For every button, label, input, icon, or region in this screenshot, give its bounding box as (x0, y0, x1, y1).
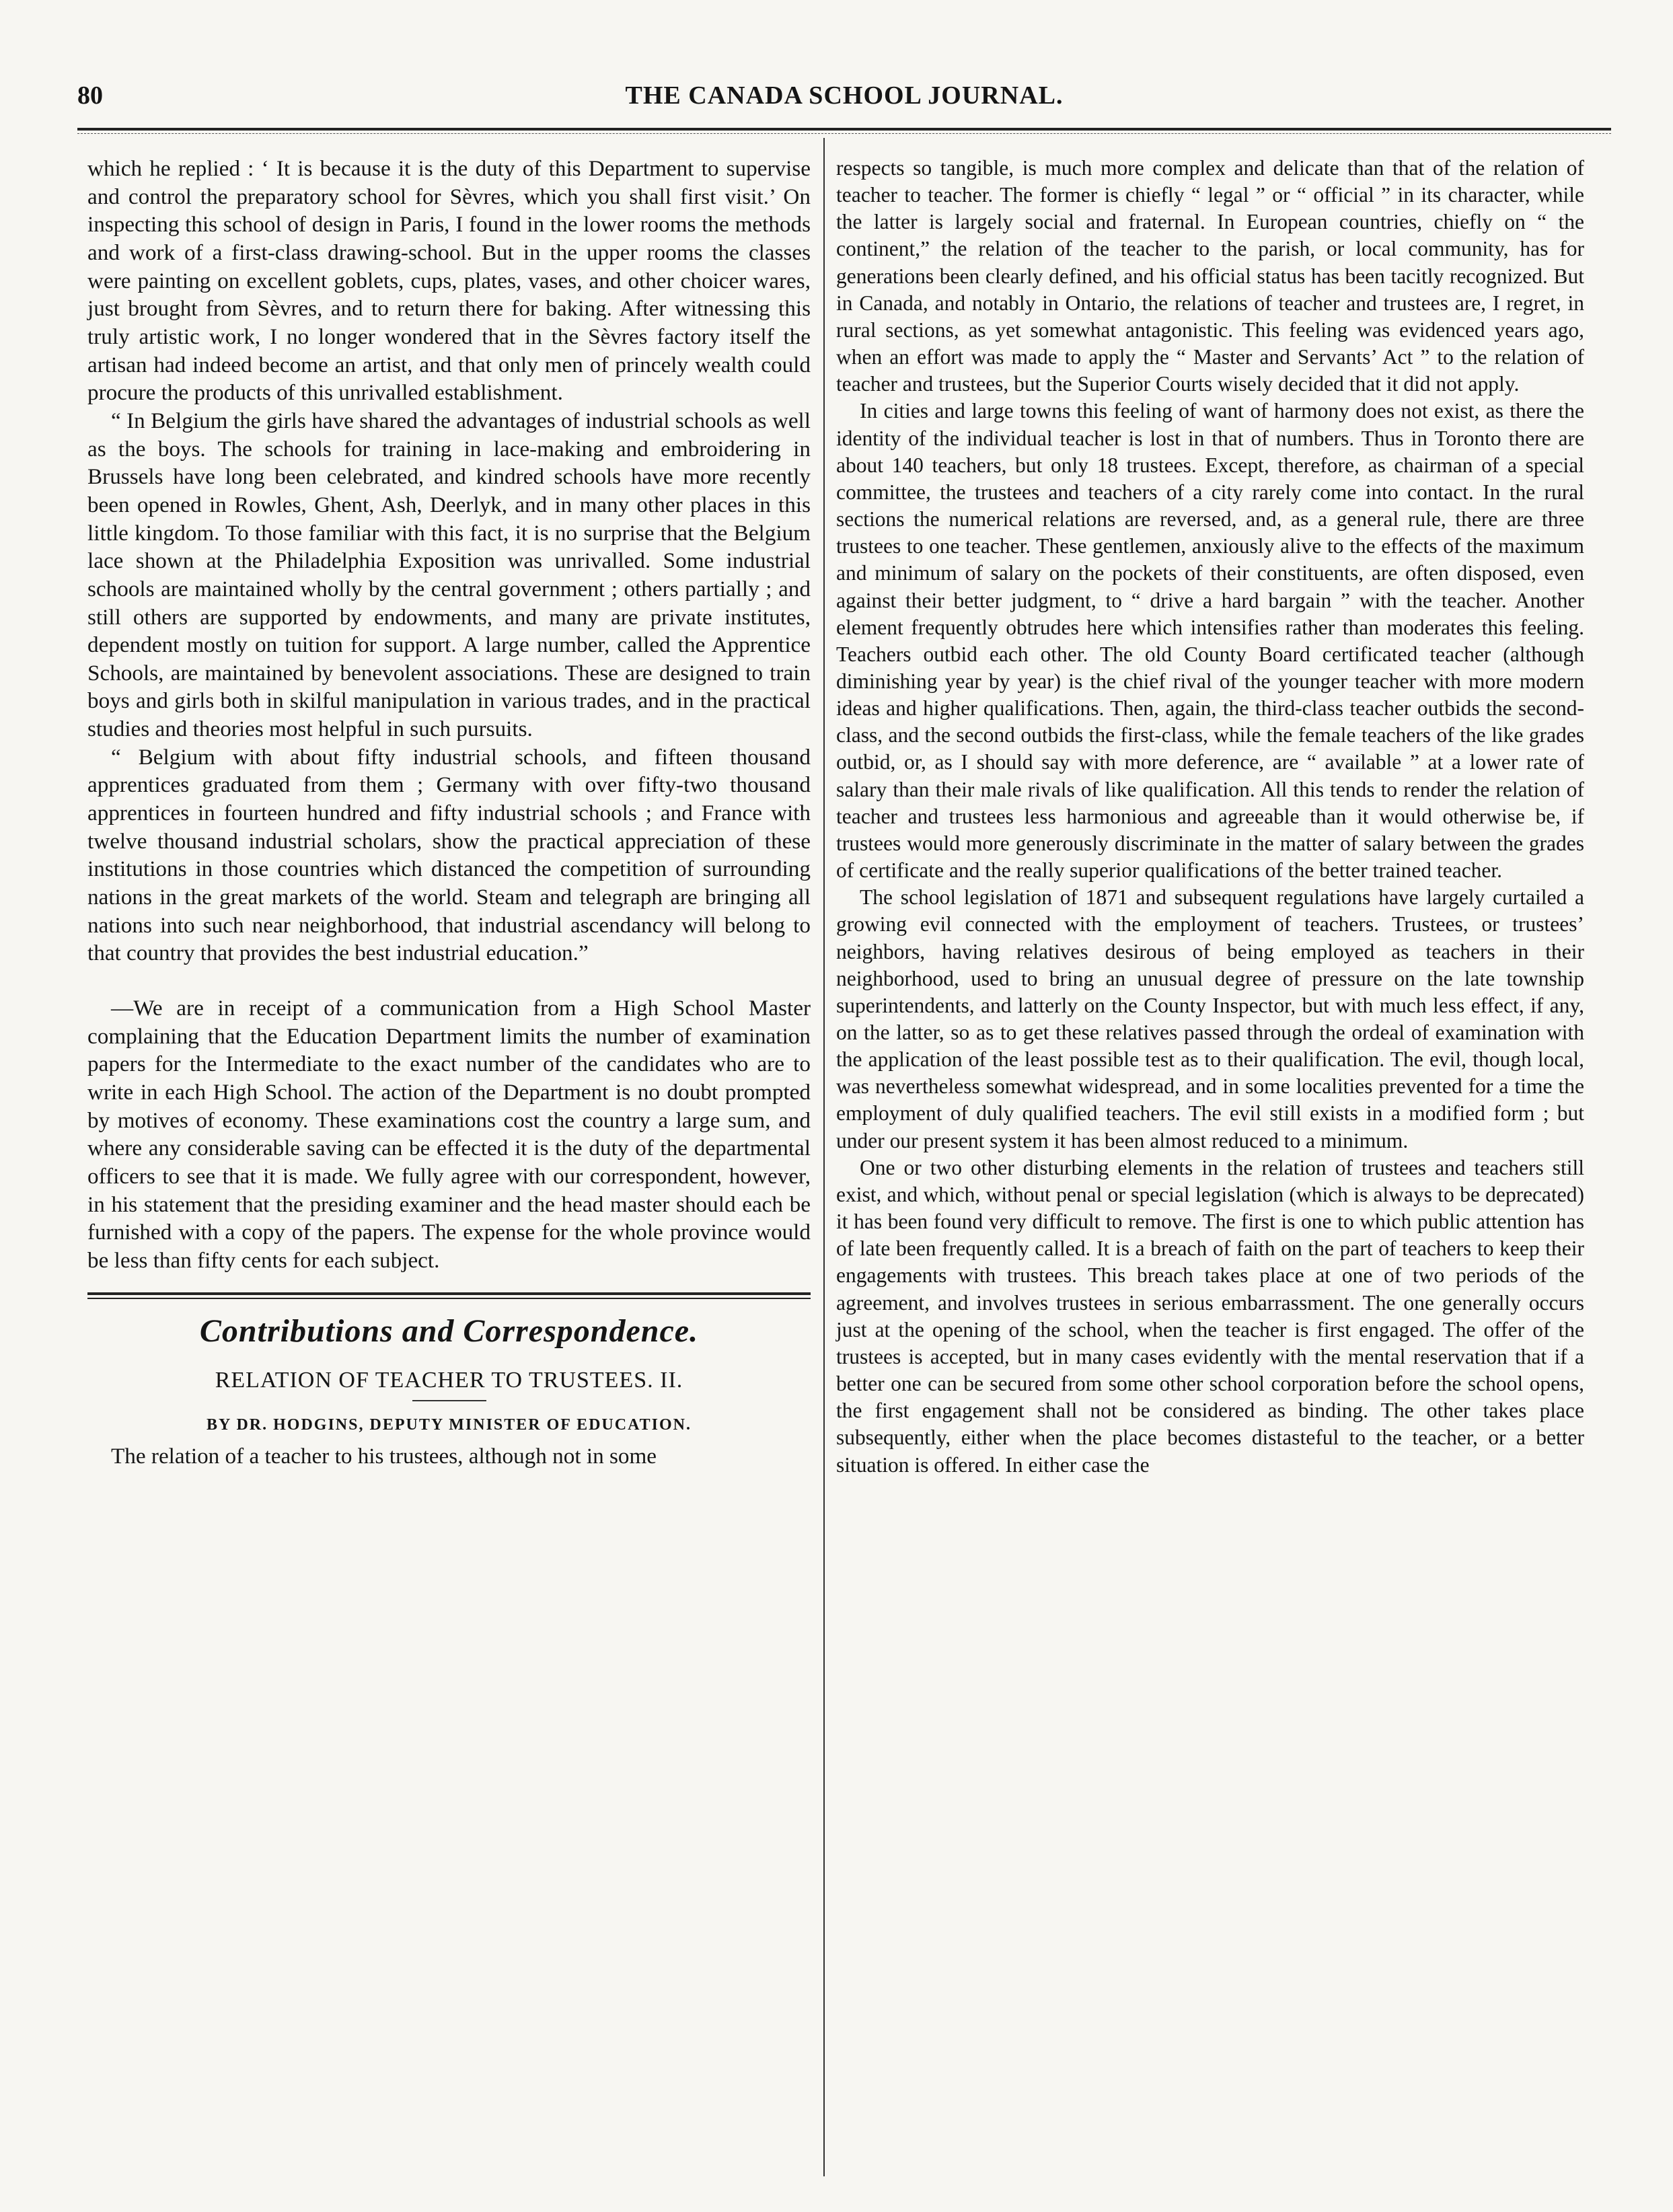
section-rule-thin (87, 1298, 811, 1299)
journal-title: THE CANADA SCHOOL JOURNAL. (625, 81, 1064, 110)
article-title: RELATION OF TEACHER TO TRUSTEES. II. (215, 1367, 683, 1393)
paragraph: One or two other disturbing elements in the relation of trustees and teachers still exist, and which, without penal or special legislation (which is always to be deprecated) it has been found very difficult to remove. The first is one to which public attention has of late been frequently called. It is a breach of faith on the part of teachers to keep their engagements with trustees. This breach takes place at one of two periods of the agreement, and involves trustees in serious embarrassment. The one generally occurs just at the opening of the school, when the teacher is first engaged. The offer of the trustees is accepted, but in many cases evidently with the mental reservation that if a better one can be secured from some other school corporation before the school opens, the first engagement shall not be considered as binding. The other takes place subsequently, either when the place becomes distasteful to the teacher, or a better situation is offered. In either case the (836, 1155, 1584, 1477)
header-rule (77, 128, 1611, 131)
page-number: 80 (77, 81, 103, 110)
paragraph: which he replied : ‘ It is because it is the duty of this Department to supervise and control the preparatory school for Sèvres, which you shall first visit.’ On inspecting this school of design in Paris, I found in the lower rooms the methods and work of a first-class drawing-school. But in the upper rooms the classes were painting on excellent goblets, cups, plates, vases, and other choicer wares, just brought from Sèvres, and to return there for baking. After witnessing this truly artistic work, I no longer wondered that in the Sèvres factory itself the artisan had indeed become an artist, and that only men of princely wealth could procure the products of this unrivalled establishment. (87, 156, 811, 406)
section-heading: Contributions and Correspondence. (199, 1313, 699, 1349)
paragraph: “ In Belgium the girls have shared the advantages of industrial schools as well as the boys. The schools for training in lace-making and embroidering in Brussels have long been celebrated, and kindred schools have more recently been opened in Rowles, Ghent, Ash, Deerlyk, and in many other places in this little kingdom. To those familiar with this fact, it is no surprise that the Belgium lace shown at the Philadelphia Exposition was unrivalled. Some industrial schools are maintained wholly by the central government ; others partially ; and still others are supported by endowments, and many are private institutes, dependent mostly on tuition for support. A large number, called the Apprentice Schools, are maintained by benevolent associations. These are designed to train boys and girls both in skilful manipulation in various trades, and in the practical studies and theories most helpful in such pursuits. (87, 408, 811, 742)
header-rule-dashed (77, 133, 1611, 134)
paragraph: In cities and large towns this feeling of want of harmony does not exist, as there the identity of the individual teacher is lost in that of numbers. Thus in Toronto there are about 140 teachers, but only 18 trustees. Except, therefore, as chairman of a special committee, the trustees and teachers of a city rarely come into contact. In the rural sections the numerical relations are reversed, and, as a general rule, there are three trustees to one teacher. These gentlemen, anxiously alive to the effects of the maximum and minimum of salary on the pockets of their constituents, are often disposed, even against their better judgment, to “ drive a hard bargain ” with the teacher. Another element frequently obtrudes here which intensifies rather than moderates this feeling. Teachers outbid each other. The old County Board certificated teacher (although diminishing year by year) is the chief rival of the younger teacher with more modern ideas and higher qualifications. Then, again, the third-class teacher outbids the second-class, and the second outbids the first-class, while the female teachers of the like grades outbid, or, as I should say with more deference, are “ available ” at a lower rate of salary than their male rivals of like qualification. All this tends to render the relation of teacher and trustees less harmonious and agreeable than it would otherwise be, if trustees would more generously discriminate in the matter of salary between the grades of certificate and the really superior qualifications of the better trained teacher. (836, 399, 1584, 883)
right-column (836, 155, 1584, 1479)
spacer (87, 967, 811, 994)
paragraph: The relation of a teacher to his trustees, although not in some (111, 1443, 657, 1469)
paragraph: “ Belgium with about fifty industrial schools, and fifteen thousand apprentices graduated from them ; Germany with over fifty-two thousand apprentices in fourteen hundred and fifty industrial schools ; and France with twelve thousand industrial scholars, show the practical appreciation of these institutions in those countries which distanced the competition of surrounding nations in the great markets of the world. Steam and telegraph are bringing all nations into such near neighborhood, that industrial ascendancy will belong to that country that provides the best industrial education.” (87, 744, 811, 966)
title-rule (412, 1400, 486, 1401)
editorial-note: —We are in receipt of a communication from a High School Master complaining that the Education Department limits the number of examination papers for the Intermediate to the exact number of the candidates who are to write in each High School. The action of the Department is no doubt prompted by motives of economy. These examinations cost the country a large sum, and where any considerable saving can be effected it is the duty of the departmental officers to see that it is made. We fully agree with our correspondent, however, in his statement that the presiding examiner and the head master should each be furnished with a copy of the papers. The expense for the whole province would be less than fifty cents for each subject. (87, 996, 811, 1273)
paragraph: The school legislation of 1871 and subsequent regulations have largely curtailed a growing evil connected with the employment of teachers. Trustees, or trustees’ neighbors, having relatives desirous of being employed as teachers in their neighborhood, used to bring an unusual degree of pressure on the late township superintendents, and latterly on the County Inspector, but with much less effect, if any, on the latter, so as to get these relatives passed through the ordeal of examination with the application of the least possible test as to their qualification. The evil, though local, was nevertheless somewhat widespread, and in some localities prevented for a time the employment of duly qualified teachers. The evil still exists in a modified form ; but under our present system it has been almost reduced to a minimum. (836, 885, 1584, 1152)
left-column (87, 155, 811, 1470)
page-header (77, 81, 1611, 114)
paragraph: respects so tangible, is much more complex and delicate than that of the relation of teacher to teacher. The former is chiefly “ legal ” or “ official ” in its character, while the latter is largely social and fraternal. In European countries, chiefly on “ the continent,” the relation of the teacher to the parish, or local community, has for generations been clearly defined, and his official status has been tacitly recognized. But in Canada, and notably in Ontario, the relations of teacher and trustees are, I regret, in rural sections, as yet somewhat antagonistic. This feeling was evidenced years ago, when an effort was made to apply the “ Master and Servants’ Act ” to the relation of teacher and trustees, but the Superior Courts wisely decided that it did not apply. (836, 156, 1584, 396)
byline: BY DR. HODGINS, DEPUTY MINISTER OF EDUCATION. (207, 1416, 692, 1434)
column-divider (823, 138, 825, 2176)
section-rule (87, 1292, 811, 1295)
